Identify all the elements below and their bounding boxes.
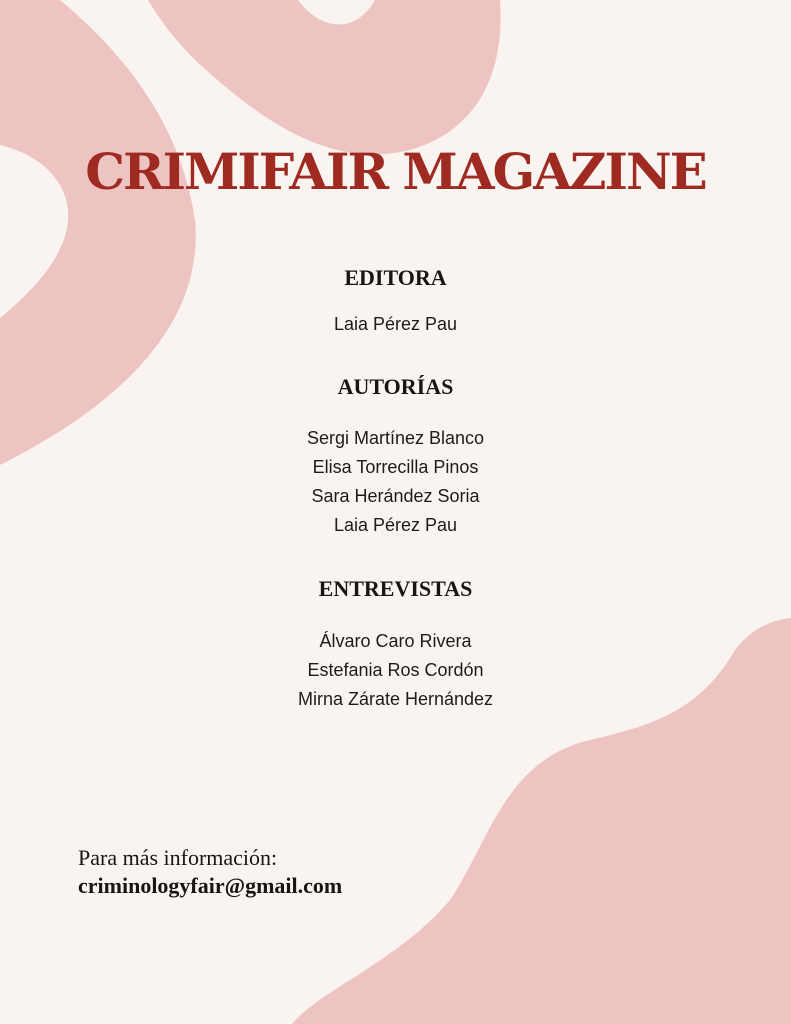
top-center-blob-shape [148, 0, 501, 154]
interviews-list [0, 627, 791, 714]
interviewee-name: Álvaro Caro Rivera [319, 631, 472, 651]
interviewee-name: Mirna Zárate Hernández [297, 689, 494, 709]
author-name: Sergi Martínez Blanco [306, 428, 485, 448]
authors-heading: AUTORÍAS [337, 374, 454, 399]
contact-email: criminologyfair@gmail.com [78, 873, 343, 898]
editor-list [0, 310, 791, 339]
interviewee-name: Estefania Ros Cordón [307, 660, 484, 680]
editor-name: Laia Pérez Pau [333, 314, 458, 334]
authors-list [0, 424, 791, 540]
editor-heading: EDITORA [344, 265, 447, 290]
author-name: Laia Pérez Pau [333, 515, 458, 535]
contact-block [78, 844, 342, 900]
magazine-title: CRIMIFAIR MAGAZINE [85, 142, 706, 201]
interviews-heading: ENTREVISTAS [318, 576, 473, 601]
author-name: Sara Herández Soria [311, 486, 480, 506]
author-name: Elisa Torrecilla Pinos [312, 457, 479, 477]
contact-label: Para más información: [78, 845, 278, 870]
